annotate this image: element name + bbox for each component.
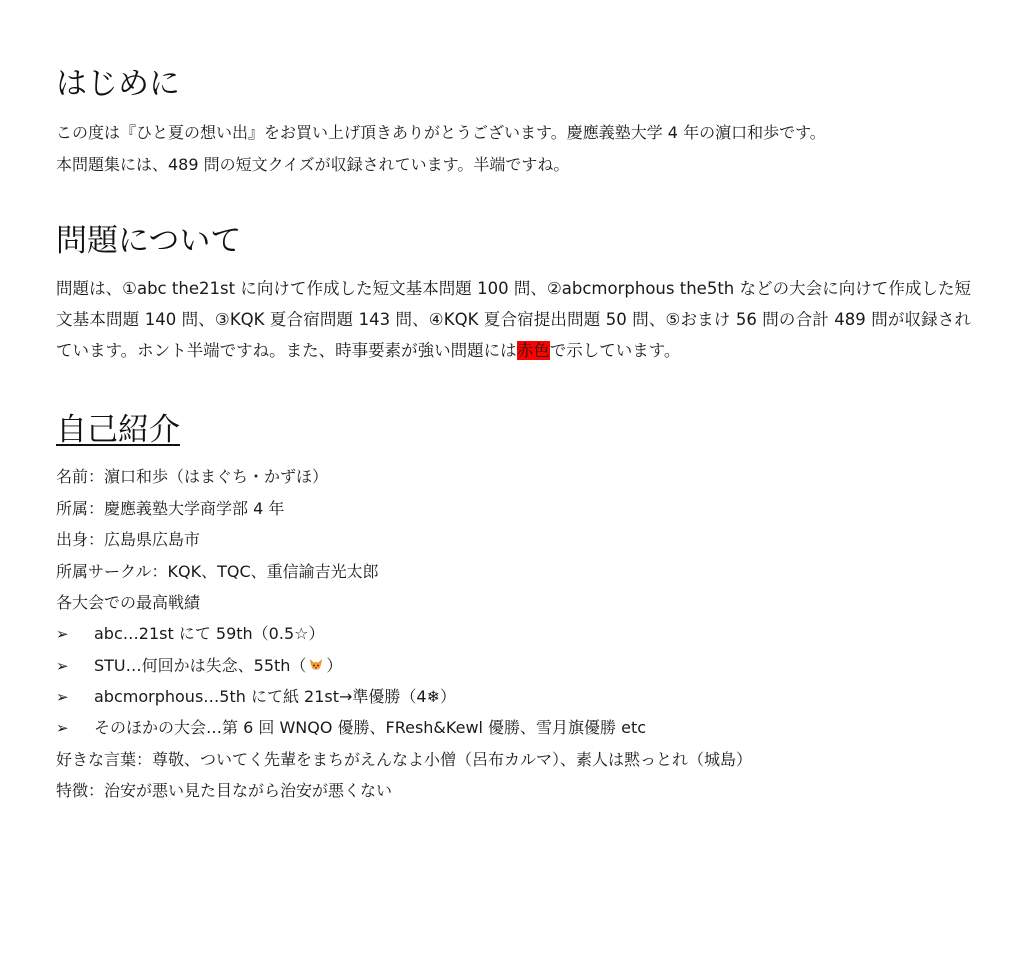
problems-text-after: で示しています。 bbox=[549, 341, 681, 360]
red-highlight-label: 赤色 bbox=[516, 341, 550, 360]
profile-name: 名前：濵口和歩（はまぐち・かずほ） bbox=[56, 467, 329, 486]
bullet-arrow-icon: ➢ bbox=[56, 688, 69, 706]
profile-circles: 所属サークル：KQK、TQC、重信諭吉光太郎 bbox=[56, 562, 379, 581]
record-item: abcmorphous…5th にて紙 21st→準優勝（4❄） bbox=[94, 687, 457, 706]
bullet-arrow-icon: ➢ bbox=[56, 625, 69, 643]
profile-favorite-words: 好きな言葉：尊敬、ついてく先輩をまちがえんなよ小僧（呂布カルマ）、素人は黙っとれ（城島） bbox=[56, 750, 753, 769]
record-text-after: ） bbox=[326, 656, 343, 675]
problems-paragraph bbox=[56, 273, 971, 366]
profile-records-title: 各大会での最高戦績 bbox=[56, 593, 201, 612]
bullet-arrow-icon: ➢ bbox=[56, 657, 69, 675]
problems-heading: 問題について bbox=[56, 223, 242, 259]
record-item bbox=[94, 655, 342, 677]
intro-line-2: 本問題集には、489 問の短文クイズが収録されています。半端ですね。 bbox=[56, 155, 570, 174]
record-item: そのほかの大会…第 6 回 WNQO 優勝、FResh&Kewl 優勝、雪月旗優勝 etc bbox=[94, 718, 647, 737]
record-item: abc…21st にて 59th（0.5☆） bbox=[94, 624, 325, 643]
fox-icon bbox=[308, 657, 324, 673]
intro-heading: はじめに bbox=[56, 66, 180, 102]
profile-origin: 出身：広島県広島市 bbox=[56, 530, 201, 549]
profile-heading: 自己紹介 bbox=[56, 412, 180, 448]
profile-affiliation: 所属：慶應義塾大学商学部 4 年 bbox=[56, 499, 285, 518]
bullet-arrow-icon: ➢ bbox=[56, 719, 69, 737]
profile-features: 特徴：治安が悪い見た目ながら治安が悪くない bbox=[56, 781, 393, 800]
problems-text-before: 問題は、①abc the21st に向けて作成した短文基本問題 100 問、②abcmorphous the5th などの大会に向けて作成した短文基本問題 140 問、③KQK 夏合宿問題 143 問、④KQK 夏合宿提出問題 50 問、⑤おまけ 56 問の合計 489 問が収録されています。ホント半端ですね。また、時事要素が強い問題には bbox=[56, 279, 971, 360]
record-text-before: STU…何回かは失念、55th（ bbox=[94, 656, 307, 675]
intro-line-1: この度は『ひと夏の想い出』をお買い上げ頂きありがとうございます。慶應義塾大学 4 年の濵口和歩です。 bbox=[56, 123, 826, 142]
